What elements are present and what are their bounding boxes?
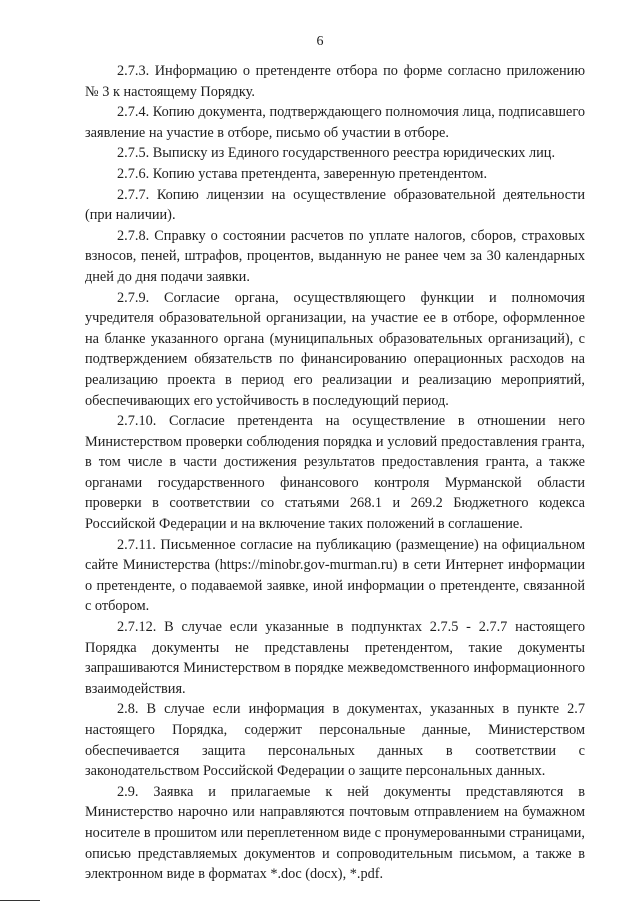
paragraph-2-7-4: 2.7.4. Копию документа, подтверждающего полномочия лица, подписавшего заявление на участие в отборе, письмо об участии в отборе. (85, 104, 585, 141)
paragraph-2-7-6: 2.7.6. Копию устава претендента, заверенную претендентом. (117, 165, 488, 182)
paragraph-2-7-5: 2.7.5. Выписку из Единого государственного реестра юридических лиц. (117, 145, 556, 162)
paragraph-2-7-7: 2.7.7. Копию лицензии на осуществление образовательной деятельности (при наличии). (85, 186, 585, 224)
paragraph-2-9: 2.9. Заявка и прилагаемые к ней документы представляются в Министерство нарочно или направляются почтовым отправлением на бумажном носителе в прошитом или переплетенном виде с пронумерованными страницами, описью представляемых документов и сопроводительным письмом, а также в электронном виде в форматах *.doc (docx), *.pdf. (85, 783, 585, 883)
paragraph-2-7-12: 2.7.12. В случае если указанные в подпунктах 2.7.5 - 2.7.7 настоящего Порядка документы не представлены претендентом, такие документы запрашиваются Министерством в порядке межведомственного информационного взаимодействия. (85, 619, 585, 697)
paragraph-2-7-10: 2.7.10. Согласие претендента на осуществление в отношении него Министерством проверки соблюдения порядка и условий предоставления гранта, в том числе в части достижения результатов предоставления гранта, а также органами государственного финансового контроля Мурманской области проверки в соответствии со статьями 268.1 и 269.2 Бюджетного кодекса Российской Федерации и на включение таких положений в соглашение. (85, 413, 585, 533)
paragraph-2-7-9: 2.7.9. Согласие органа, осуществляющего функции и полномочия учредителя образовательной организации, на участие ее в отборе, оформленное на бланке указанного органа (муниципальных образовательных организаций), с подтверждением обязательств по финансированию операционных расходов на реализацию проекта в период его реализации и реализацию мероприятий, обеспечивающих его устойчивость в последующий период. (85, 289, 585, 409)
paragraph-2-7-11: 2.7.11. Письменное согласие на публикацию (размещение) на официальном сайте Министерства (https://minobr.gov-murman.ru) в сети Интернет информации о претенденте, о подаваемой заявке, иной информации о претенденте, связанной с отбором. (85, 536, 585, 615)
page-edge-rule (0, 900, 40, 901)
page-number: 6 (316, 34, 324, 49)
document-body (85, 61, 585, 885)
paragraph-2-7-3: 2.7.3. Информацию о претенденте отбора по форме согласно приложению № 3 к настоящему Порядку. (85, 63, 585, 100)
paragraph-2-8: 2.8. В случае если информация в документах, указанных в пункте 2.7 настоящего Порядка, содержит персональные данные, Министерством обеспечивается защита персональных данных в соответствии с законодательством Российской Федерации о защите персональных данных. (85, 701, 585, 780)
paragraph-2-7-8: 2.7.8. Справку о состоянии расчетов по уплате налогов, сборов, страховых взносов, пеней, штрафов, процентов, выданную не ранее чем за 30 календарных дней до дня подачи заявки. (85, 227, 585, 285)
